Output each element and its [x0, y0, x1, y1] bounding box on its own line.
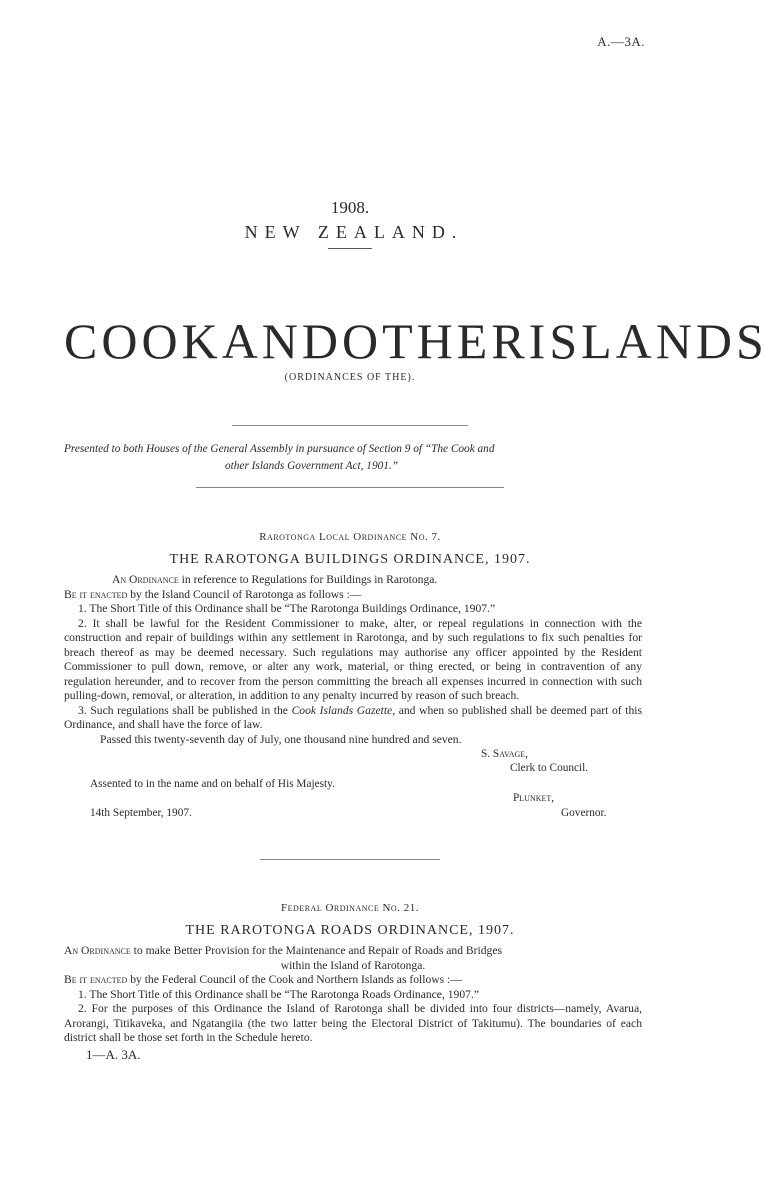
ordinance-intro [64, 573, 642, 588]
clause-paragraph: 1. The Short Title of this Ordinance shall be “The Rarotonga Buildings Ordinance, 1907.” [78, 602, 496, 615]
ordinance-label: Rarotonga Local Ordinance No. 7. [259, 531, 441, 543]
enact-lead: Be it enacted [64, 587, 128, 601]
document-reference: A.—3A. [597, 34, 645, 49]
ordinance-intro-continued: within the Island of Rarotonga. [280, 958, 426, 972]
intro-lead: An Ordinance [64, 944, 131, 957]
ordinance-label: Federal Ordinance No. 21. [281, 902, 419, 914]
title-divider [328, 248, 372, 249]
presentation-line: Presented to both Houses of the General Assembly in pursuance of Section 9 of “The Cook and [64, 443, 495, 455]
enact-text: by the Island Council of Rarotonga as follows :— [127, 587, 362, 601]
section-divider [232, 425, 468, 426]
signer-name: S. Savage, [481, 748, 528, 760]
intro-text: to make Better Provision for the Maintenance and Repair of Roads and Bridges [130, 944, 502, 957]
enacting-clause [64, 973, 642, 988]
main-title [64, 313, 768, 369]
intro-lead: An Ordinance [112, 573, 179, 586]
clause-text: 3. Such regulations shall be published in the [78, 703, 292, 717]
enact-text: by the Federal Council of the Cook and Northern Islands as follows :— [127, 973, 462, 986]
document-year: 1908. [330, 198, 370, 217]
signer-title: Clerk to Council. [510, 762, 589, 774]
enact-lead: Be it enacted [64, 973, 128, 986]
intro-text: in reference to Regulations for Buildings in Rarotonga. [178, 573, 438, 586]
ordinance-title: THE RAROTONGA ROADS ORDINANCE, 1907. [185, 923, 515, 938]
country-heading: NEW ZEALAND. [244, 222, 464, 242]
main-title-word: OTHER [342, 313, 529, 369]
section-divider [260, 859, 440, 860]
presentation-line: other Islands Government Act, 1901.” [225, 460, 398, 472]
clause-paragraph: 2. For the purposes of this Ordinance the Island of Rarotonga shall be divided into four districts—namely, Avarua, Arorangi, Titikaveka, and Ngatangiia (the two latter being the Electoral District of Takitumu). The boundaries of each district shall be those set forth in the Schedule hereto. [64, 1002, 642, 1044]
governor-title: Governor. [561, 807, 607, 819]
clause-text: and when so published shall be deemed part of this Ordinance, and shall have the force of law. [64, 703, 642, 731]
governor-name: Plunket, [513, 792, 555, 804]
main-title-word: ISLANDS [528, 313, 768, 369]
clause-paragraph: 1. The Short Title of this Ordinance shall be “The Rarotonga Roads Ordinance, 1907.” [78, 987, 479, 1001]
sheet-number: 1—A. 3A. [86, 1047, 141, 1062]
main-subtitle: (ORDINANCES OF THE). [284, 372, 416, 383]
clause-paragraph: 2. It shall be lawful for the Resident Commissioner to make, alter, or repeal regulations in connection with the construction and repair of buildings within any settlement in Rarotonga, and by such regulations to fix such penalties for breach thereof as may be deemed necessary. Such regulations may authorise any officer appointed by the Resident Commissioner to pull down, remove, or alter any work, material, or thing erected, or being in contravention of any regulation hereunder, and to recover from the person committing the breach all expenses incurred in connection with such pulling-down, removal, or alteration, in addition to any penalty incurred by reason of such breach. [64, 616, 642, 702]
ordinance-title: THE RAROTONGA BUILDINGS ORDINANCE, 1907. [169, 552, 531, 567]
enacting-clause [64, 588, 642, 603]
ordinance-body [64, 573, 642, 747]
assent-date: 14th September, 1907. [90, 807, 192, 819]
gazette-title: Cook Islands Gazette, [291, 703, 396, 717]
section-divider [196, 487, 504, 488]
main-title-word: AND [221, 313, 343, 369]
assent-statement: Assented to in the name and on behalf of His Majesty. [90, 778, 335, 790]
ordinance-body [64, 944, 642, 1046]
passed-statement: Passed this twenty-seventh day of July, one thousand nine hundred and seven. [100, 732, 462, 746]
clause-paragraph [64, 704, 642, 733]
ordinance-intro [64, 944, 642, 959]
presentation-note [64, 441, 642, 475]
main-title-word: COOK [64, 313, 222, 369]
